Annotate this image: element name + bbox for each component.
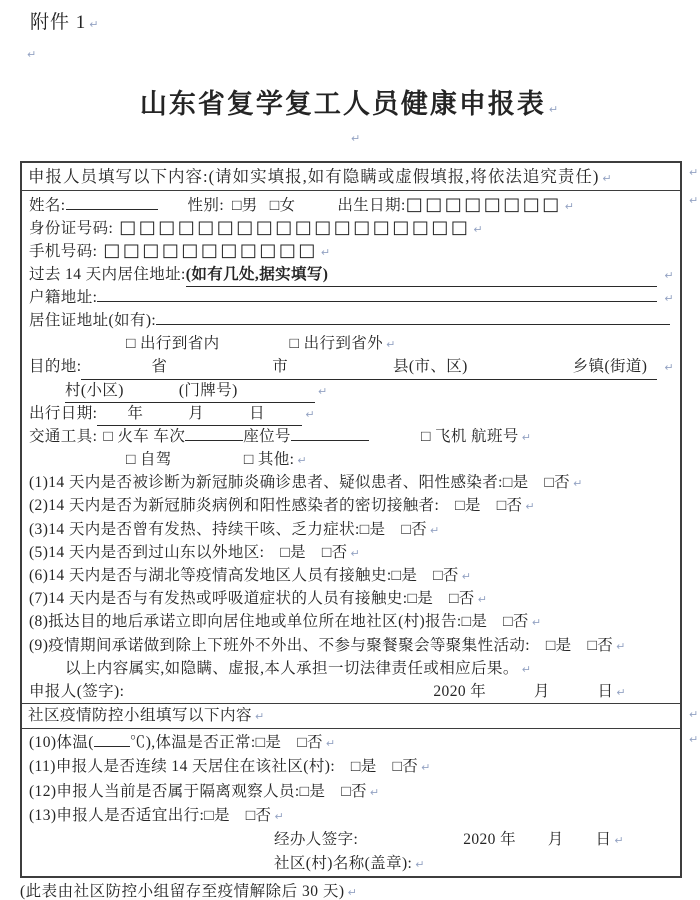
- transport-label: 交通工具:: [29, 427, 98, 445]
- destination-label: 目的地:: [29, 358, 82, 376]
- transport-plane-checkbox: □ 飞机 航班号: [420, 427, 519, 445]
- question-8: (8)抵达目的地后承诺立即向居住地或单位所在地社区(村)报告:□是 □否: [29, 613, 529, 631]
- part2-header-text: 社区疫情防控小组填写以下内容: [28, 707, 253, 725]
- house-number-label: (门牌号): [178, 381, 238, 399]
- pilcrow-icon: ↵: [347, 886, 358, 899]
- pilcrow-icon: ↵: [297, 454, 308, 468]
- village-line: [29, 379, 674, 402]
- part2-header-row: [22, 703, 680, 729]
- destination-town: 乡镇(街道): [572, 358, 648, 376]
- pilcrow-icon: ↵: [305, 407, 315, 421]
- question-row: [29, 494, 674, 517]
- handler-signature-label: 经办人签字:: [274, 830, 359, 848]
- seat-number-input-line: [291, 440, 369, 441]
- transport-line-2: [29, 448, 674, 471]
- pilcrow-icon: ↵: [664, 291, 674, 305]
- train-number-input-line: [185, 440, 243, 441]
- question-9: (9)疫情期间承诺做到除上下班外不外出、不参与聚餐聚会等聚集性活动: □是 □否: [29, 636, 614, 654]
- hukou-address-line: [29, 286, 674, 309]
- pilcrow-icon: ↵: [429, 523, 440, 537]
- name-input-line: [66, 209, 158, 210]
- pilcrow-icon: ↵: [616, 685, 626, 699]
- pilcrow-icon: ↵: [664, 361, 674, 375]
- declarant-signature-line: [29, 680, 674, 703]
- sex-female-checkbox: □女: [269, 197, 296, 214]
- document-title-text: 山东省复学复工人员健康申报表: [139, 89, 546, 119]
- part2-cell: [22, 729, 680, 876]
- address-14days-hint: (如有几处,据实填写): [185, 265, 329, 283]
- id-number-line: [29, 216, 674, 239]
- transport-other-checkbox: □ 其他:: [243, 451, 295, 469]
- pilcrow-icon: ↵: [461, 570, 472, 583]
- community-seal-label: 社区(村)名称(盖章):: [274, 855, 413, 873]
- pilcrow-icon: ↵: [689, 194, 699, 207]
- question-row: [29, 587, 674, 610]
- question-5: (5)14 天内是否到过山东以外地区: □是 □否: [29, 543, 348, 561]
- question-2: (2)14 天内是否为新冠肺炎病例和阳性感染者的密切接触者: □是 □否: [29, 497, 523, 515]
- day-label: 日: [249, 404, 266, 422]
- affirmation-line: [29, 657, 674, 680]
- question-row: [29, 564, 674, 587]
- name-sex-dob-line: [29, 193, 674, 216]
- question-row: [29, 804, 674, 828]
- residence-permit-line: [29, 309, 674, 332]
- handler-signature-line: [29, 828, 674, 852]
- pilcrow-icon: ↵: [369, 785, 380, 799]
- transport-train-checkbox: □ 火车 车次: [103, 427, 186, 445]
- temperature-input-line: [94, 746, 130, 747]
- pilcrow-icon: ↵: [689, 708, 699, 721]
- question-1: (1)14 天内是否被诊断为新冠肺炎确诊患者、疑似患者、阳性感染者:□是 □否: [29, 474, 571, 492]
- pilcrow-icon: ↵: [521, 430, 532, 444]
- name-label: 姓名:: [29, 197, 66, 214]
- destination-city: 市: [272, 358, 289, 376]
- dob-digit-boxes: □□□□□□□□: [405, 194, 562, 215]
- hukou-label: 户籍地址:: [29, 288, 98, 306]
- pilcrow-icon: ↵: [602, 172, 613, 185]
- retention-note-text: (此表由社区防控小组留存至疫情解除后 30 天): [20, 883, 345, 900]
- question-3: (3)14 天内是否曾有发热、持续干咳、乏力症状:□是 □否: [29, 520, 427, 538]
- destination-province: 省: [151, 358, 168, 376]
- phone-label: 手机号码:: [29, 243, 98, 261]
- question-row: [29, 518, 674, 541]
- destination-line: [29, 355, 674, 378]
- residence-permit-label: 居住证地址(如有):: [29, 311, 157, 329]
- village-label: 村(小区): [65, 381, 124, 399]
- pilcrow-icon: ↵: [525, 500, 536, 514]
- id-digit-boxes: □□□□□□□□□□□□□□□□□□: [119, 217, 471, 239]
- attachment-heading: [30, 7, 99, 34]
- pilcrow-icon: ↵: [350, 546, 361, 560]
- hukou-input-line: [97, 301, 657, 302]
- phone-number-line: [29, 239, 674, 262]
- destination-county: 县(市、区): [393, 358, 468, 376]
- month-label: 月: [188, 404, 205, 422]
- pilcrow-icon: ↵: [386, 338, 396, 352]
- dob-label: 出生日期:: [337, 197, 406, 214]
- part1-cell: [22, 191, 680, 703]
- pilcrow-icon: ↵: [421, 761, 431, 775]
- phone-digit-boxes: □□□□□□□□□□□: [103, 240, 318, 262]
- declarant-signature-label: 申报人(签字):: [29, 682, 125, 700]
- community-seal-line: [29, 852, 674, 876]
- pilcrow-icon: ↵: [689, 166, 699, 179]
- question-6: (6)14 天内是否与湖北等疫情高发地区人员有接触史:□是 □否: [29, 567, 459, 584]
- sex-male-checkbox: □男: [232, 197, 258, 214]
- destination-input-line: [81, 355, 657, 379]
- pilcrow-icon: ↵: [473, 223, 483, 237]
- travel-date-label: 出行日期:: [29, 404, 98, 422]
- pilcrow-icon: ↵: [689, 733, 699, 746]
- question-row: [29, 610, 674, 633]
- question-12: (12)申报人当前是否属于隔离观察人员:□是 □否: [29, 782, 367, 800]
- question-row: [29, 755, 674, 779]
- pilcrow-icon: ↵: [548, 103, 561, 116]
- pilcrow-icon: ↵: [531, 616, 542, 630]
- address-14days-label: 过去 14 天内居住地址:: [29, 265, 186, 283]
- question-row: [29, 471, 674, 494]
- transport-line: [29, 425, 674, 448]
- pilcrow-icon: ↵: [27, 48, 37, 61]
- pilcrow-icon: ↵: [325, 737, 336, 751]
- travel-scope-line: [29, 332, 674, 355]
- pilcrow-icon: ↵: [477, 593, 488, 607]
- pilcrow-icon: ↵: [664, 268, 674, 282]
- health-declaration-table: [20, 161, 682, 878]
- pilcrow-icon: ↵: [274, 809, 285, 823]
- seat-number-label: 座位号: [243, 427, 291, 445]
- pilcrow-icon: ↵: [351, 132, 361, 145]
- village-input-line: [65, 379, 315, 403]
- year-label: 年: [127, 404, 144, 422]
- address-14days-line: [29, 263, 674, 286]
- affirmation-text: 以上内容属实,如隐瞒、虚报,本人承担一切法律责任或相应后果。: [65, 659, 519, 677]
- pilcrow-icon: ↵: [564, 200, 575, 213]
- pilcrow-icon: ↵: [573, 477, 583, 491]
- sex-label: 性别:: [187, 197, 225, 214]
- part1-header-row: [22, 163, 680, 191]
- pilcrow-icon: ↵: [415, 858, 425, 872]
- question-row: [29, 780, 674, 804]
- question-7: (7)14 天内是否与有发热或呼吸道症状的人员有接触史:□是 □否: [29, 590, 475, 608]
- attachment-label: 附件 1: [30, 12, 87, 33]
- address-14days-input-line: [186, 263, 658, 287]
- question-10-post: ℃),体温是否正常:□是 □否: [129, 734, 323, 752]
- pilcrow-icon: ↵: [614, 833, 625, 847]
- part1-header-text: 申报人员填写以下内容:(请如实填报,如有隐瞒或虚假填报,将依法追究责任): [28, 167, 600, 186]
- handler-date: 2020 年 月 日: [463, 830, 612, 848]
- question-row: [29, 541, 674, 564]
- pilcrow-icon: ↵: [255, 710, 265, 724]
- question-13: (13)申报人是否适宜出行:□是 □否: [29, 806, 272, 824]
- question-row: [29, 634, 674, 657]
- travel-date-input-line: [97, 402, 302, 426]
- question-row: [29, 731, 674, 755]
- question-11: (11)申报人是否连续 14 天居住在该社区(村): □是 □否: [29, 758, 419, 776]
- pilcrow-icon: ↵: [318, 384, 328, 398]
- page-title: [0, 82, 700, 121]
- travel-in-province-checkbox: □ 出行到省内: [126, 335, 220, 353]
- transport-self-drive-checkbox: □ 自驾: [126, 451, 172, 469]
- pilcrow-icon: ↵: [89, 18, 100, 31]
- question-10-pre: (10)体温(: [29, 734, 94, 752]
- id-label: 身份证号码:: [29, 220, 114, 238]
- pilcrow-icon: ↵: [616, 639, 626, 653]
- retention-note: [20, 879, 357, 900]
- pilcrow-icon: ↵: [320, 246, 331, 260]
- travel-out-province-checkbox: □ 出行到省外: [289, 335, 384, 353]
- travel-date-line: [29, 402, 674, 425]
- pilcrow-icon: ↵: [521, 662, 532, 676]
- declarant-date: 2020 年 月 日: [433, 682, 614, 700]
- residence-permit-input-line: [156, 324, 670, 325]
